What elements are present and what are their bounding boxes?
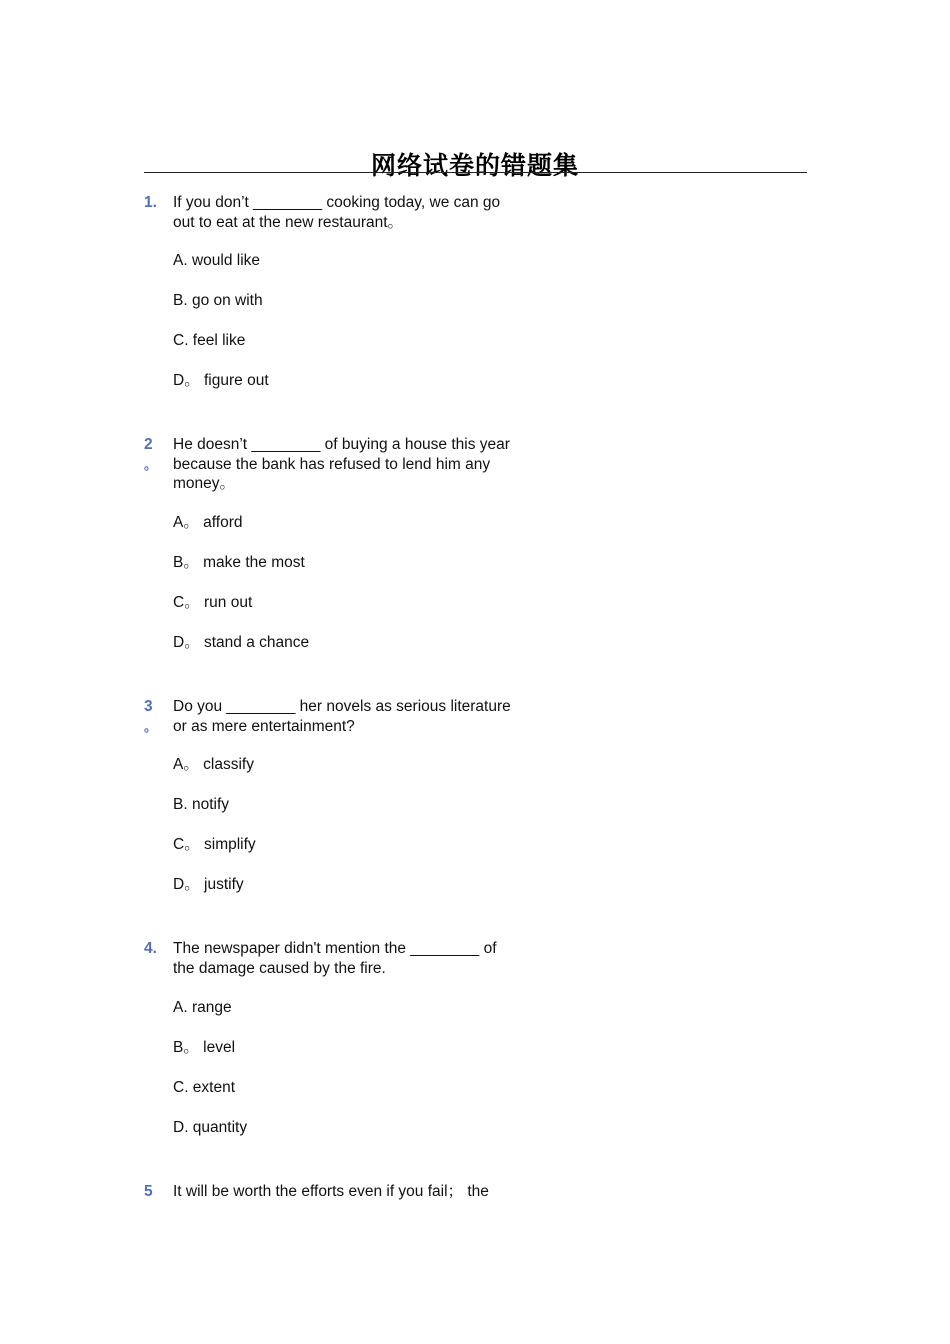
question-number-suffix: 。 <box>144 719 158 734</box>
option-c: C。 simplify <box>173 836 256 853</box>
question-text <box>173 193 533 232</box>
option-c: C. extent <box>173 1079 236 1096</box>
option-a: A. would like <box>173 252 261 269</box>
option-list <box>173 251 269 411</box>
option-c: C。 run out <box>173 594 253 611</box>
option-list <box>173 998 247 1158</box>
question-text <box>173 1182 533 1202</box>
question-number: 5 <box>144 1183 153 1200</box>
option-a: A。 classify <box>173 756 254 773</box>
question-text-line: or as mere entertainment? <box>173 717 355 735</box>
question-text-line: If you don’t ________ cooking today, we can go <box>173 194 501 211</box>
option-a: A. range <box>173 999 232 1016</box>
option-d: D。 figure out <box>173 372 269 389</box>
question-text-line: Do you ________ her novels as serious literature <box>173 698 511 715</box>
question-text <box>173 435 533 494</box>
question-number: 4. <box>144 940 157 957</box>
option-b: B. go on with <box>173 292 263 309</box>
question-text-line: It will be worth the efforts even if you fail； the <box>173 1183 489 1200</box>
question-text <box>173 697 533 736</box>
option-list <box>173 513 309 673</box>
question-text-line: He doesn’t ________ of buying a house this year <box>173 436 510 453</box>
option-b: B. notify <box>173 796 229 813</box>
option-d: D。 stand a chance <box>173 634 310 651</box>
question-number-suffix: 。 <box>144 457 158 472</box>
option-b: B。 level <box>173 1039 236 1056</box>
question-text-line: because the bank has refused to lend him any <box>173 455 491 473</box>
option-c: C. feel like <box>173 332 246 349</box>
option-d: D。 justify <box>173 876 244 893</box>
question-text-line: the damage caused by the fire. <box>173 959 386 977</box>
question-number: 3 <box>144 698 153 715</box>
page-title: 网络试卷的错题集 <box>370 150 579 180</box>
option-a: A。 afford <box>173 514 243 531</box>
question-text-line: money。 <box>173 475 236 492</box>
option-d: D. quantity <box>173 1119 248 1136</box>
question-text <box>173 939 533 978</box>
question-number: 1. <box>144 194 157 211</box>
question-number: 2 <box>144 436 153 453</box>
question-text-line: out to eat at the new restaurant。 <box>173 213 404 231</box>
question-text-line: The newspaper didn't mention the ________ of <box>173 940 497 957</box>
title-divider <box>144 172 807 173</box>
option-list <box>173 755 256 915</box>
option-b: B。 make the most <box>173 554 305 571</box>
